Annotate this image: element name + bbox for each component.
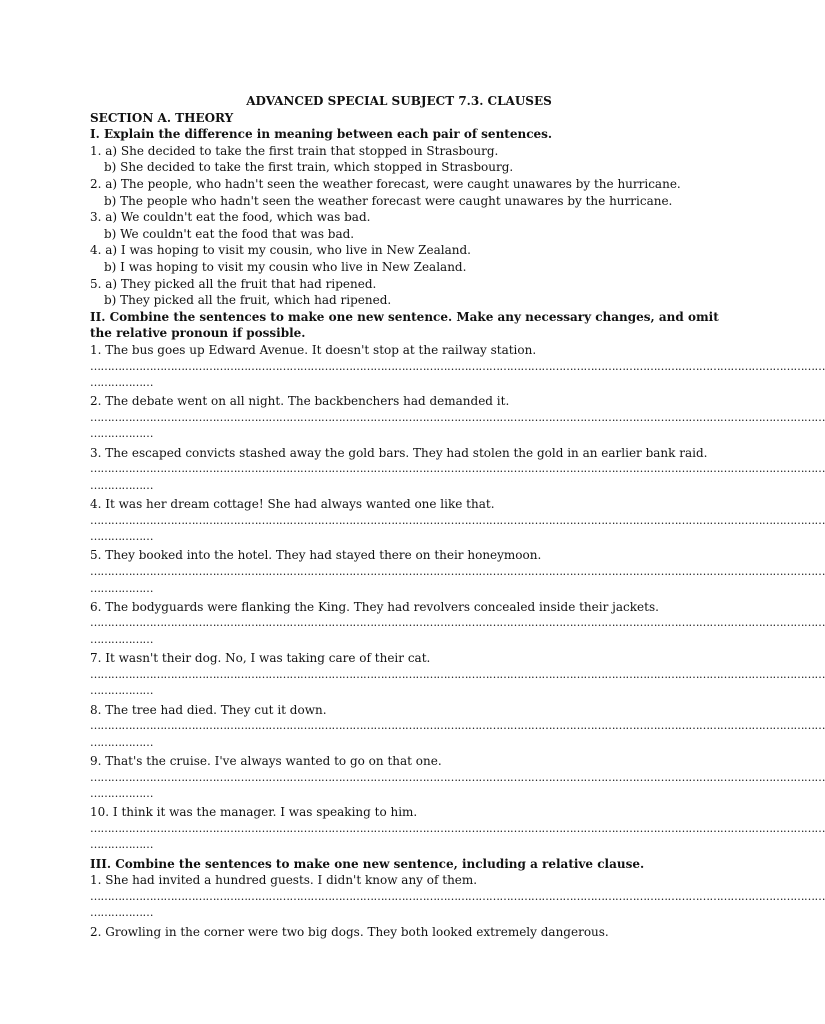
exercise-item (90, 599, 825, 649)
part1-line: b) The people who hadn't seen the weather forecast were caught unawares by the hurricane. (104, 193, 673, 208)
answer-line-end[interactable]: ……………… (90, 530, 153, 544)
answer-line-end[interactable]: ……………… (90, 735, 153, 749)
answer-line[interactable]: ………………………………………………………………………………………………………………………………………………………………………………………… (90, 513, 825, 527)
page-title: ADVANCED SPECIAL SUBJECT 7.3. CLAUSES (246, 94, 552, 108)
section-a-heading: SECTION A. THEORY (90, 110, 234, 125)
exercise-item (90, 872, 825, 922)
part2-heading-cont: the relative pronoun if possible. (90, 326, 306, 341)
exercise-prompt: 6. The bodyguards were flanking the King. They had revolvers concealed inside their jackets. (90, 599, 659, 614)
answer-line-end[interactable]: ……………… (90, 906, 153, 920)
exercise-item (90, 753, 825, 803)
exercise-prompt: 9. That's the cruise. I've always wanted to go on that one. (90, 753, 442, 768)
answer-line-end[interactable]: ……………… (90, 838, 153, 852)
exercise-prompt: 4. It was her dream cottage! She had always wanted one like that. (90, 497, 495, 512)
part1-line: b) She decided to take the first train, which stopped in Strasbourg. (104, 160, 514, 175)
part1-line: b) They picked all the fruit, which had ripened. (104, 293, 392, 308)
part1-line: b) I was hoping to visit my cousin who live in New Zealand. (104, 259, 467, 274)
part1-line: 2. a) The people, who hadn't seen the weather forecast, were caught unawares by the hurricane. (90, 176, 681, 191)
answer-line[interactable]: ………………………………………………………………………………………………………………………………………………………………………………………… (90, 821, 825, 835)
exercise-prompt: 2. The debate went on all night. The backbenchers had demanded it. (90, 394, 510, 409)
exercise-prompt: 5. They booked into the hotel. They had stayed there on their honeymoon. (90, 548, 542, 563)
answer-line[interactable]: ………………………………………………………………………………………………………………………………………………………………………………………… (90, 889, 825, 903)
answer-line[interactable]: ………………………………………………………………………………………………………………………………………………………………………………………… (90, 616, 825, 630)
answer-line[interactable]: ………………………………………………………………………………………………………………………………………………………………………………………… (90, 410, 825, 424)
answer-line-end[interactable]: ……………… (90, 684, 153, 698)
answer-line-end[interactable]: ……………… (90, 632, 153, 646)
part3-heading: III. Combine the sentences to make one new sentence, including a relative clause. (90, 856, 645, 871)
answer-line-end[interactable]: ……………… (90, 376, 153, 390)
exercise-prompt: 3. The escaped convicts stashed away the gold bars. They had stolen the gold in an earlier bank raid. (90, 445, 708, 460)
answer-line[interactable]: ………………………………………………………………………………………………………………………………………………………………………………………… (90, 719, 825, 733)
answer-line-end[interactable]: ……………… (90, 427, 153, 441)
exercise-prompt: 1. She had invited a hundred guests. I didn't know any of them. (90, 873, 478, 888)
part1-line: 5. a) They picked all the fruit that had ripened. (90, 276, 377, 291)
exercise-prompt: 10. I think it was the manager. I was speaking to him. (90, 805, 418, 820)
answer-line-end[interactable]: ……………… (90, 581, 153, 595)
answer-line-end[interactable]: ……………… (90, 787, 153, 801)
part1-line: 1. a) She decided to take the first train that stopped in Strasbourg. (90, 143, 499, 158)
exercise-item (90, 393, 825, 443)
answer-line[interactable]: ………………………………………………………………………………………………………………………………………………………………………………………… (90, 667, 825, 681)
answer-line[interactable]: ………………………………………………………………………………………………………………………………………………………………………………………… (90, 565, 825, 578)
worksheet (90, 93, 825, 940)
exercise-item (90, 702, 825, 752)
exercise-item (90, 650, 825, 700)
answer-line[interactable]: ………………………………………………………………………………………………………………………………………………………………………………………… (90, 462, 825, 476)
exercise-item (90, 547, 825, 597)
exercise-item (90, 496, 825, 546)
exercise-prompt: 8. The tree had died. They cut it down. (90, 702, 327, 717)
exercise-item (90, 342, 825, 392)
exercise-item (90, 445, 825, 495)
part2-heading: II. Combine the sentences to make one new sentence. Make any necessary changes, and omit (90, 309, 719, 324)
answer-line[interactable]: ………………………………………………………………………………………………………………………………………………………………………………………… (90, 770, 825, 784)
answer-line[interactable]: ………………………………………………………………………………………………………………………………………………………………………………………… (90, 359, 825, 373)
part1-line: 3. a) We couldn't eat the food, which was bad. (90, 210, 371, 225)
part1-heading: I. Explain the difference in meaning between each pair of sentences. (90, 127, 553, 142)
exercise-prompt: 7. It wasn't their dog. No, I was taking care of their cat. (90, 651, 431, 666)
exercise-item (90, 804, 825, 854)
answer-line-end[interactable]: ……………… (90, 478, 153, 492)
exercise-prompt: 2. Growling in the corner were two big dogs. They both looked extremely dangerous. (90, 924, 609, 939)
exercise-prompt: 1. The bus goes up Edward Avenue. It doesn't stop at the railway station. (90, 342, 537, 357)
part1-line: b) We couldn't eat the food that was bad. (104, 226, 355, 241)
part1-line: 4. a) I was hoping to visit my cousin, who live in New Zealand. (90, 243, 471, 258)
